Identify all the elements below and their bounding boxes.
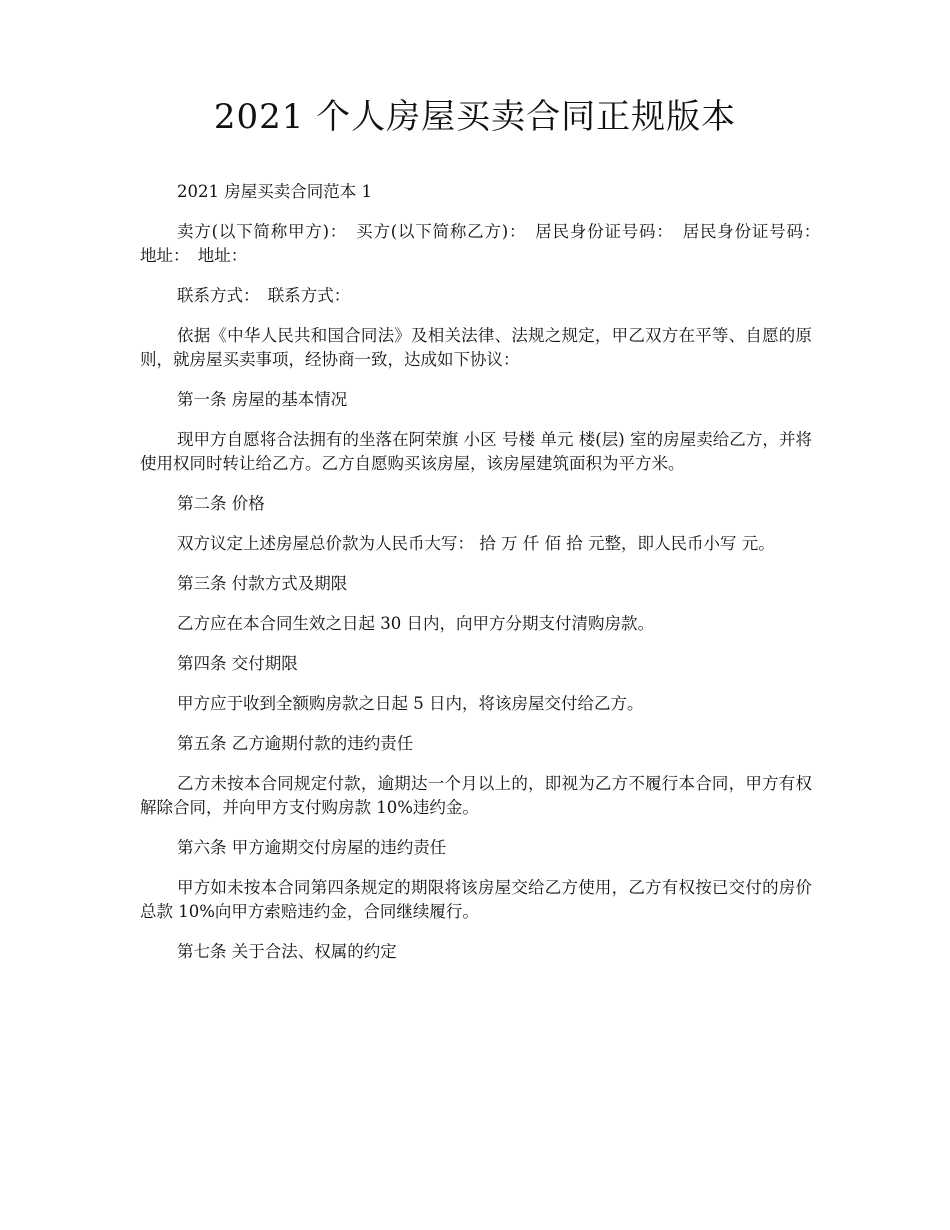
article-5-text: 乙方未按本合同规定付款，逾期达一个月以上的，即视为乙方不履行本合同，甲方有权解除合同，并向甲方支付购房款 10%违约金。 (140, 774, 812, 817)
article-5-heading: 第五条 乙方逾期付款的违约责任 (177, 734, 414, 753)
article-7-heading: 第七条 关于合法、权属的约定 (177, 942, 397, 961)
article-1-text: 现甲方自愿将合法拥有的坐落在阿荣旗 小区 号楼 单元 楼(层) 室的房屋卖给乙方，并将使用权同时转让给乙方。乙方自愿购买该房屋，该房屋建筑面积为平方米。 (140, 430, 812, 473)
contact-line: 联系方式： 联系方式： (177, 286, 351, 305)
party-identity-line: 卖方(以下简称甲方)： 买方(以下简称乙方)： 居民身份证号码： 居民身份证号码： 地址： 地址： (140, 222, 829, 265)
article-4-heading: 第四条 交付期限 (177, 654, 298, 673)
preamble-paragraph: 依据《中华人民共和国合同法》及相关法律、法规之规定，甲乙双方在平等、自愿的原则，就房屋买卖事项，经协商一致，达成如下协议： (140, 326, 812, 369)
article-3-heading: 第三条 付款方式及期限 (177, 574, 348, 593)
document-body (140, 180, 829, 980)
article-1-heading: 第一条 房屋的基本情况 (177, 390, 348, 409)
article-4-text: 甲方应于收到全额购房款之日起 5 日内，将该房屋交付给乙方。 (177, 694, 644, 713)
article-2-heading: 第二条 价格 (177, 494, 265, 513)
contract-heading: 2021 房屋买卖合同范本 1 (177, 182, 372, 201)
article-2-text: 双方议定上述房屋总价款为人民币大写： 拾 万 仟 佰 拾 元整，即人民币小写 元。 (177, 534, 775, 553)
article-3-text: 乙方应在本合同生效之日起 30 日内，向甲方分期支付清购房款。 (177, 614, 654, 633)
article-6-text: 甲方如未按本合同第四条规定的期限将该房屋交给乙方使用，乙方有权按已交付的房价总款 10%向甲方索赔违约金，合同继续履行。 (140, 878, 812, 921)
article-6-heading: 第六条 甲方逾期交付房屋的违约责任 (177, 838, 447, 857)
document-title: 2021 个人房屋买卖合同正规版本 (213, 97, 737, 137)
